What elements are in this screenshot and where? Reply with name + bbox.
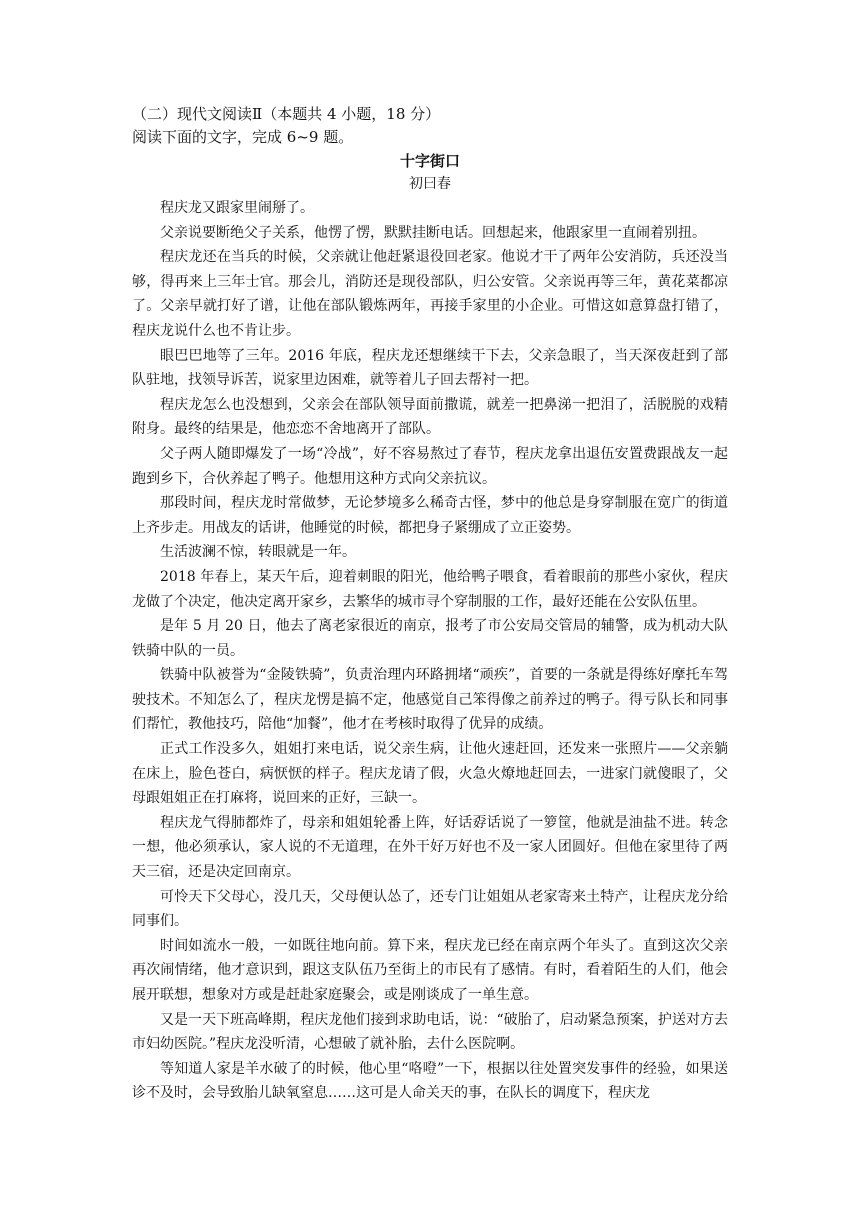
- paragraph: 铁骑中队被誉为“金陵铁骑”，负责治理内环路拥堵“顽疾”，首要的一条就是得练好摩托车驾驶技术。不知怎么了，程庆龙愣是搞不定，他感觉自己笨得像之前养过的鸭子。得亏队长和同事们帮忙，教他技巧，陪他“加餐”，他才在考核时取得了优异的成绩。: [132, 667, 728, 733]
- article-body: [132, 196, 728, 1106]
- paragraph: 程庆龙还在当兵的时候，父亲就让他赶紧退役回老家。他说才干了两年公安消防，兵还没当够，得再来上三年士官。那会儿，消防还是现役部队，归公安管。父亲说再等三年，黄花菜都凉了。父亲早就打好了谱，让他在部队锻炼两年，再接手家里的小企业。可惜这如意算盘打错了，程庆龙说什么也不肯让步。: [132, 249, 728, 339]
- section-header: （二）现代文阅读Ⅱ（本题共 4 小题，18 分）: [132, 105, 441, 123]
- paragraph: 又是一天下班高峰期，程庆龙他们接到求助电话，说：“破胎了，启动紧急预案，护送对方去市妇幼医院。”程庆龙没听清，心想破了就补胎，去什么医院啊。: [132, 1011, 728, 1053]
- paragraph: 父亲说要断绝父子关系，他愣了愣，默默挂断电话。回想起来，他跟家里一直闹着别扭。: [160, 224, 706, 241]
- paragraph: 等知道人家是羊水破了的时候，他心里“咯噔”一下，根据以往处置突发事件的经验，如果送诊不及时，会导致胎儿缺氧窒息……这可是人命关天的事，在队长的调度下，程庆龙: [132, 1060, 728, 1102]
- paragraph: 那段时间，程庆龙时常做梦，无论梦境多么稀奇古怪，梦中的他总是身穿制服在宽广的街道上齐步走。用战友的话讲，他睡觉的时候，都把身子紧绷成了立正姿势。: [132, 495, 728, 536]
- article-title: 十字街口: [399, 152, 460, 170]
- paragraph: 时间如流水一般，一如既往地向前。算下来，程庆龙已经在南京两个年头了。直到这次父亲再次闹情绪，他才意识到，跟这支队伍乃至街上的市民有了感情。有时，看着陌生的人们，他会展开联想，想象对方或是赶赴家庭聚会，或是刚谈成了一单生意。: [132, 937, 728, 1003]
- article-author: 初曰春: [409, 176, 451, 192]
- paragraph: 生活波澜不惊，转眼就是一年。: [160, 544, 356, 561]
- paragraph: 父子两人随即爆发了一场“冷战”，好不容易熬过了春节，程庆龙拿出退伍安置费跟战友一起跑到乡下，合伙养起了鸭子。他想用这种方式向父亲抗议。: [132, 445, 728, 487]
- reading-instruction: 阅读下面的文字，完成 6~9 题。: [132, 128, 354, 146]
- paragraph: 是年 5 月 20 日，他去了离老家很近的南京，报考了市公安局交管局的辅警，成为机动大队铁骑中队的一员。: [132, 618, 728, 659]
- paragraph: 正式工作没多久，姐姐打来电话，说父亲生病，让他火速赶回，还发来一张照片——父亲躺在床上，脸色苍白，病恹恹的样子。程庆龙请了假，火急火燎地赶回去，一进家门就傻眼了，父母跟姐姐正在打麻将，说回来的正好，三缺一。: [132, 741, 728, 807]
- paragraph: 程庆龙又跟家里闹掰了。: [160, 200, 314, 216]
- paragraph: 2018 年春上，某天午后，迎着刺眼的阳光，他给鸭子喂食，看着眼前的那些小家伙，程庆龙做了个决定，他决定离开家乡，去繁华的城市寻个穿制服的工作，最好还能在公安队伍里。: [132, 568, 728, 610]
- paragraph: 程庆龙怎么也没想到，父亲会在部队领导面前撒谎，就差一把鼻涕一把泪了，活脱脱的戏精附身。最终的结果是，他恋恋不舍地离开了部队。: [132, 396, 728, 438]
- paragraph: 眼巴巴地等了三年。2016 年底，程庆龙还想继续干下去，父亲急眼了，当天深夜赶到了部队驻地，找领导诉苦，说家里边困难，就等着儿子回去帮衬一把。: [132, 347, 728, 389]
- paragraph: 程庆龙气得肺都炸了，母亲和姐姐轮番上阵，好话孬话说了一箩筐，他就是油盐不进。转念一想，他必须承认，家人说的不无道理，在外干好万好也不及一家人团圆好。但他在家里待了两天三宿，还是决定回南京。: [132, 814, 728, 881]
- paragraph: 可怜天下父母心，没几天，父母便认怂了，还专门让姐姐从老家寄来土特产，让程庆龙分给同事们。: [132, 888, 728, 930]
